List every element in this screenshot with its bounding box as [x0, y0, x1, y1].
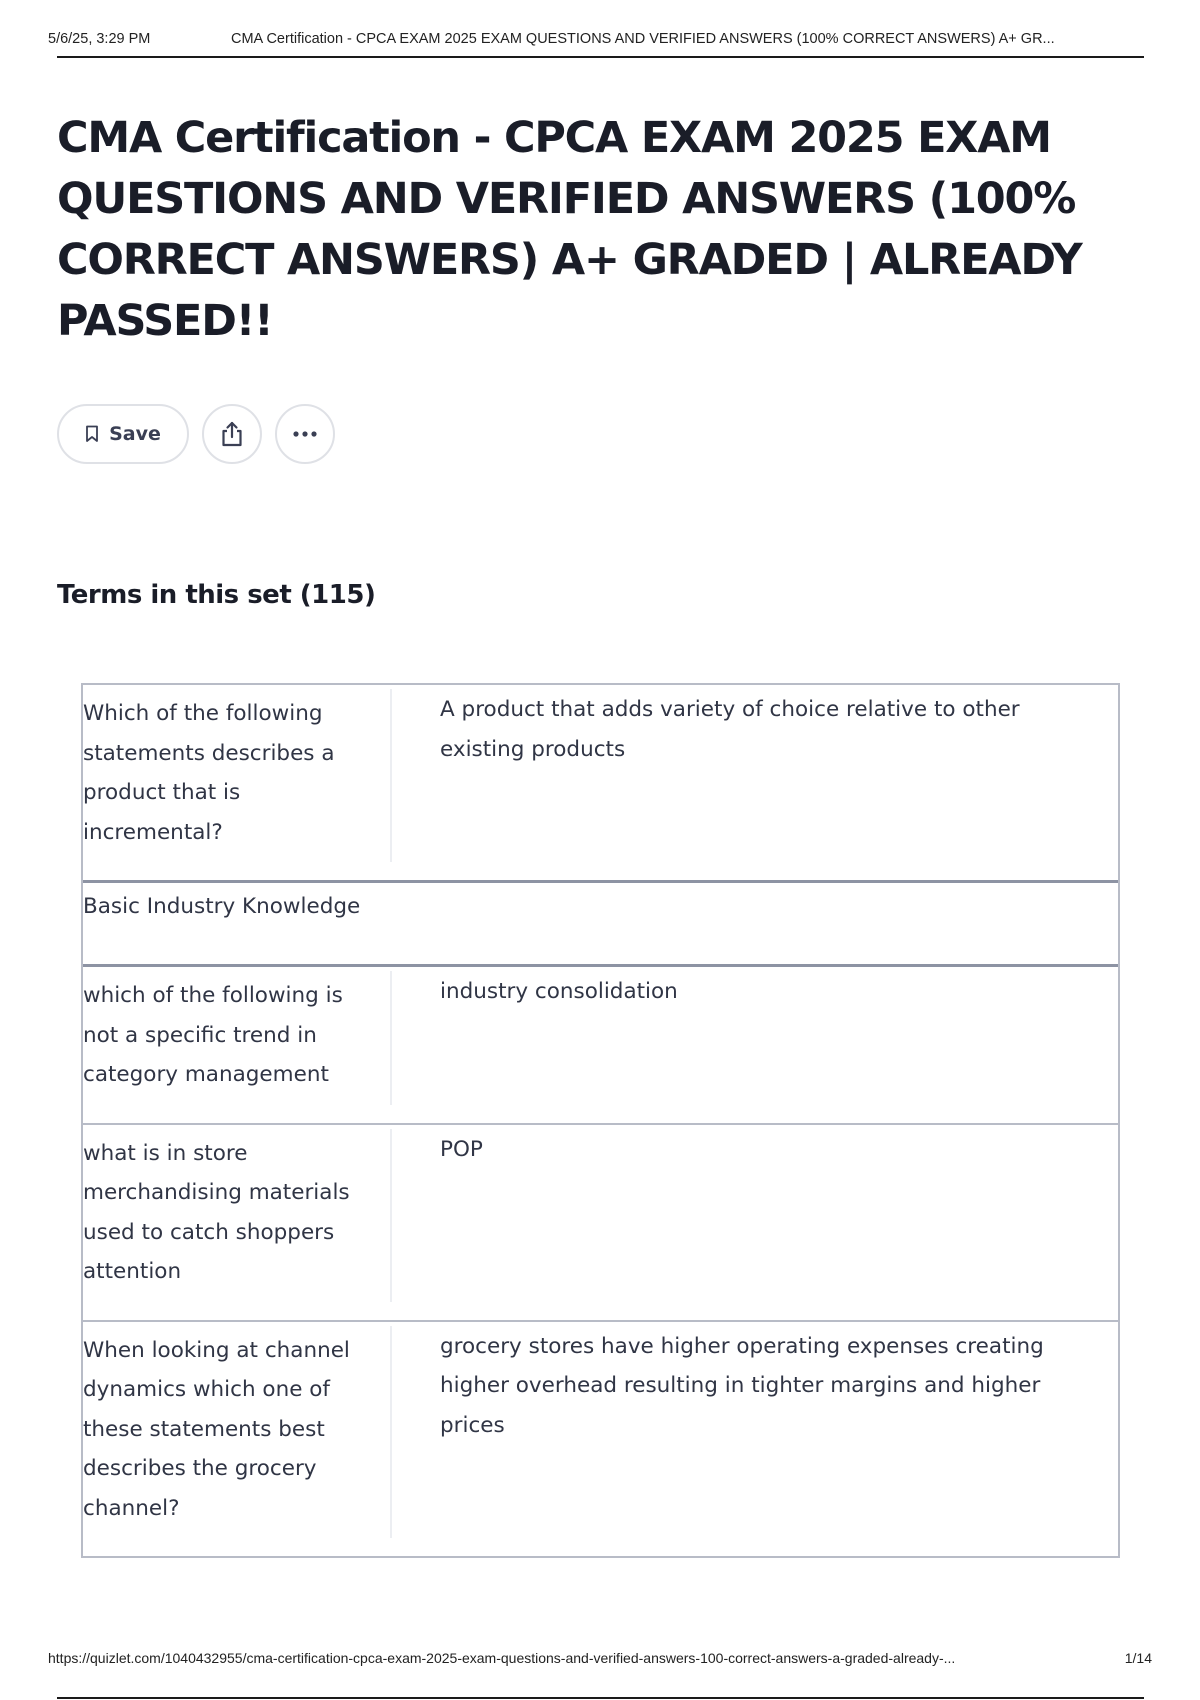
term-row	[83, 685, 1118, 883]
footer-divider	[57, 1697, 1144, 1699]
definition-text: industry consolidation	[440, 979, 678, 1004]
term-group-heading	[83, 883, 1118, 967]
action-bar	[57, 404, 335, 464]
definition-text: A product that adds variety of choice relative to other existing products	[440, 697, 1020, 762]
print-url: https://quizlet.com/1040432955/cma-certification-cpca-exam-2025-exam-questions-and-verified-answers-100-correct-answers-a-graded-already-...	[48, 1650, 956, 1666]
term-row	[83, 1125, 1118, 1322]
save-button[interactable]	[57, 404, 189, 464]
term-text: what is in store merchandising materials used to catch shoppers attention	[83, 1129, 392, 1302]
term-text: When looking at channel dynamics which one of these statements best describes the grocery channel?	[83, 1326, 392, 1539]
bookmark-icon	[85, 425, 99, 443]
term-row	[83, 967, 1118, 1125]
terms-table	[81, 683, 1120, 1558]
definition-text: grocery stores have higher operating expenses creating higher overhead resulting in tighter margins and higher prices	[440, 1333, 1044, 1438]
page-title: CMA Certification - CPCA EXAM 2025 EXAM QUESTIONS AND VERIFIED ANSWERS (100% CORRECT ANSWERS) A+ GRADED | ALREADY PASSED!!	[57, 113, 1082, 346]
term-row	[83, 1322, 1118, 1559]
page-number: 1/14	[1124, 1650, 1152, 1666]
save-button-label: Save	[109, 423, 161, 445]
print-timestamp: 5/6/25, 3:29 PM	[48, 31, 151, 47]
print-document-title: CMA Certification - CPCA EXAM 2025 EXAM QUESTIONS AND VERIFIED ANSWERS (100% CORRECT ANSWERS) A+ GR...	[231, 31, 1055, 47]
term-text: Which of the following statements describes a product that is incremental?	[83, 689, 392, 862]
share-icon	[219, 420, 245, 448]
print-header	[48, 28, 1144, 58]
more-options-button[interactable]	[275, 404, 335, 464]
header-divider	[57, 56, 1144, 58]
share-button[interactable]	[202, 404, 262, 464]
term-text: which of the following is not a specific trend in category management	[83, 971, 392, 1105]
definition-text: POP	[440, 1136, 483, 1162]
group-heading-text: Basic Industry Knowledge	[83, 894, 361, 919]
more-icon	[291, 430, 319, 438]
print-footer	[48, 1650, 1152, 1666]
terms-heading: Terms in this set (115)	[57, 580, 376, 610]
